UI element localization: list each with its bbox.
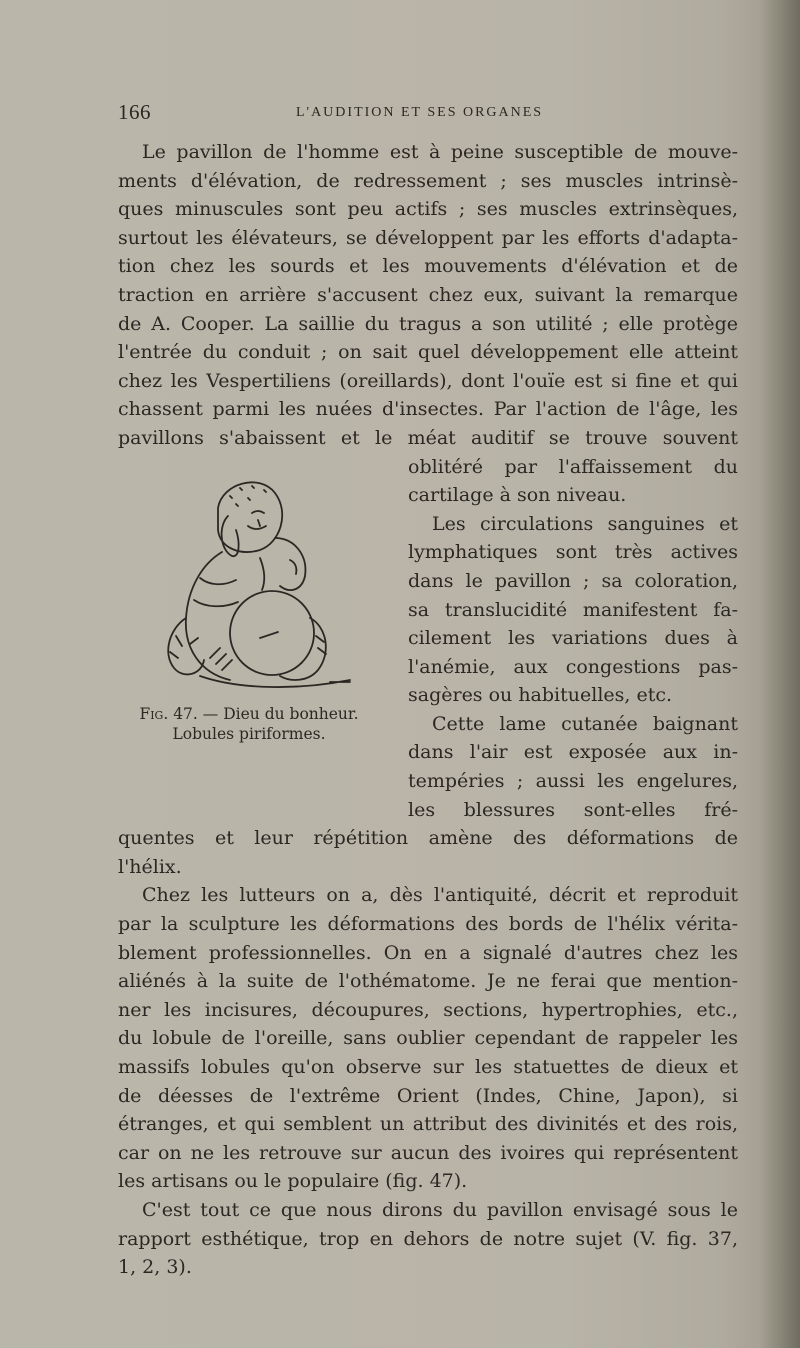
text-line: ments d'élévation, de redressement ; ses muscles intrinsè- <box>118 169 738 192</box>
text-line: quentes et leur répétition amène des déformations de <box>118 827 738 850</box>
text-line: cilement les variations dues à <box>408 627 738 650</box>
text-line: aliénés à la suite de l'othématome. Je ne ferai que mention- <box>118 970 738 993</box>
text-line: traction en arrière s'accusent chez eux, suivant la remarque <box>118 283 738 306</box>
text-line: de A. Cooper. La saillie du tragus a son utilité ; elle protège <box>118 312 738 335</box>
running-head <box>118 100 738 130</box>
page-number: 166 <box>118 100 151 124</box>
text-line: étranges, et qui semblent un attribut des divinités et des rois, <box>118 1113 738 1136</box>
text-line: rapport esthétique, trop en dehors de notre sujet (V. fig. 37, <box>118 1227 738 1250</box>
caption-line-1 <box>118 704 380 724</box>
figure-47-illustration <box>140 468 380 698</box>
text-line: les artisans ou le populaire (fig. 47). <box>118 1170 468 1193</box>
text-line: blement professionnelles. On en a signalé d'autres chez les <box>118 941 738 964</box>
text-line: massifs lobules qu'on observe sur les statuettes de dieux et <box>118 1056 738 1078</box>
text-line: Le pavillon de l'homme est à peine susceptible de mouve- <box>142 141 738 163</box>
figure-label: Fig. 47. <box>139 705 198 723</box>
text-line: chez les Vespertiliens (oreillards), dont l'ouïe est si fine et qui <box>118 369 738 392</box>
text-line: sa translucidité manifestent fa- <box>408 598 738 621</box>
text-line: lymphatiques sont très actives <box>408 541 738 564</box>
text-line: Cette lame cutanée baignant <box>432 712 738 735</box>
text-line: chassent parmi les nuées d'insectes. Par l'action de l'âge, les <box>118 398 738 421</box>
text-line: dans le pavillon ; sa coloration, <box>408 569 738 592</box>
text-line: de déesses de l'extrême Orient (Indes, Chine, Japon), si <box>118 1084 738 1107</box>
text-line: tion chez les sourds et les mouvements d'élévation et de <box>118 255 738 278</box>
text-line: surtout les élévateurs, se développent par les efforts d'adapta- <box>118 226 738 249</box>
text-line: dans l'air est exposée aux in- <box>408 741 738 764</box>
text-line: l'anémie, aux congestions pas- <box>408 655 738 678</box>
text-line: ques minuscules sont peu actifs ; ses muscles extrinsèques, <box>118 198 738 221</box>
page-edge-shadow <box>760 0 800 1348</box>
buddha-statuette-drawing <box>140 468 380 698</box>
text-line: pavillons s'abaissent et le méat auditif se trouve souvent <box>118 426 738 449</box>
text-line: cartilage à son niveau. <box>408 484 627 507</box>
running-title: L'AUDITION ET SES ORGANES <box>296 105 544 120</box>
text-line: l'hélix. <box>118 855 182 878</box>
text-line: du lobule de l'oreille, sans oublier cependant de rappeler les <box>118 1027 738 1050</box>
text-line: C'est tout ce que nous dirons du pavillon envisagé sous le <box>142 1198 738 1221</box>
figure-caption <box>118 704 380 744</box>
text-line: oblitéré par l'affaissement du <box>408 455 738 478</box>
text-line: tempéries ; aussi les engelures, <box>408 770 738 793</box>
text-line: ner les incisures, découpures, sections, hypertrophies, etc., <box>118 998 738 1021</box>
text-line: Les circulations sanguines et <box>432 512 738 535</box>
text-line: 1, 2, 3). <box>118 1256 192 1279</box>
text-line: sagères ou habituelles, etc. <box>408 684 673 707</box>
text-line: les blessures sont-elles fré- <box>408 798 738 821</box>
caption-line-2: Lobules piriformes. <box>172 725 326 743</box>
caption-title: — Dieu du bonheur. <box>202 705 359 723</box>
text-line: Chez les lutteurs on a, dès l'antiquité, décrit et reproduit <box>142 884 738 907</box>
text-line: l'entrée du conduit ; on sait quel développement elle atteint <box>118 341 738 364</box>
text-line: car on ne les retrouve sur aucun des ivoires qui représentent <box>118 1141 738 1164</box>
text-line: par la sculpture les déformations des bords de l'hélix vérita- <box>118 913 738 936</box>
